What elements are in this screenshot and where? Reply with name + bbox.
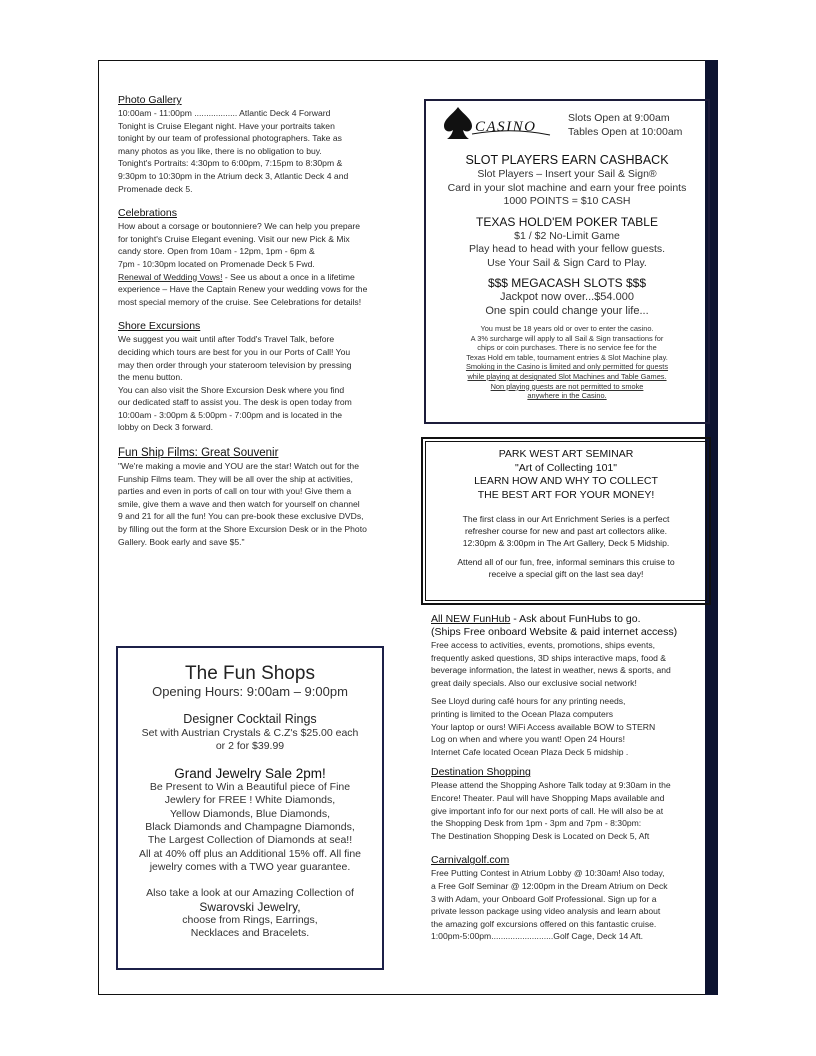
films-line: parties and even in ports of call on tour with you! Give them a (118, 486, 352, 497)
photo-gallery-section (118, 94, 384, 195)
casino-header (426, 101, 708, 147)
shore-line: our dedicated staff to assist you. The desk is open today from (118, 397, 352, 408)
funhub-line: Log on when and where you want! Open 24 Hours! (431, 734, 625, 745)
sale-line: Jewlery for FREE ! White Diamonds, (164, 794, 336, 807)
casino-box (424, 99, 710, 424)
fine-print-line: You must be 18 years old or over to enter the casino. (480, 324, 654, 333)
destination-line: Please attend the Shopping Ashore Talk today at 9:30am in the (431, 780, 671, 791)
funhub-title-rest: - Ask about FunHubs to go. (510, 613, 641, 625)
fun-ship-films-section (118, 446, 384, 548)
art-title-line: PARK WEST ART SEMINAR (498, 448, 634, 460)
shore-excursions-title: Shore Excursions (118, 320, 201, 333)
renewal-text: - See us about a once in a lifetime (222, 271, 355, 282)
fine-print-line: Texas Hold em table, tournament entries & Slot Machine play. (466, 352, 668, 362)
art-body-2 (426, 557, 706, 581)
art-seminar-inner (425, 441, 707, 601)
rings-title: Designer Cocktail Rings (183, 712, 317, 726)
funhub-title (431, 613, 709, 626)
casino-fine-print (426, 324, 708, 401)
shore-line: may then order through your stateroom television by pressing (118, 359, 352, 370)
celebrations-line: most special memory of the cruise. See Celebrations for details! (118, 296, 362, 307)
renewal-vows-link[interactable]: Renewal of Wedding Vows! (118, 271, 223, 282)
swarovski-line: choose from Rings, Earrings, (182, 913, 318, 926)
right-lower-column (431, 613, 709, 955)
fun-shops-title: The Fun Shops (185, 663, 315, 684)
swarovski-intro: Also take a look at our Amazing Collection of (146, 886, 354, 899)
sale-line: Yellow Diamonds, Blue Diamonds, (169, 807, 331, 820)
films-line: 9 and 21 for all the fun! You can pre-book these exclusive DVDs, (118, 511, 364, 522)
celebrations-section (118, 207, 384, 308)
art-body-1 (426, 514, 706, 549)
funhub-subtitle: (Ships Free onboard Website & paid internet access) (431, 626, 678, 638)
funhub-line: Your laptop or ours! WiFi Access available BOW to STERN (431, 721, 656, 732)
art-seminar-box (421, 437, 711, 605)
destination-line: The Destination Shopping Desk is Located on Deck 5, Aft (431, 830, 650, 841)
celebrations-title: Celebrations (118, 207, 177, 220)
swarovski-line: Necklaces and Bracelets. (190, 927, 310, 940)
art-title-line: LEARN HOW AND WHY TO COLLECT (474, 475, 658, 487)
shore-line: deciding which tours are best for you in our Ports of Call! You (118, 346, 351, 357)
fun-ship-films-title: Fun Ship Films: Great Souvenir (118, 447, 279, 460)
rings-line: or 2 for $39.99 (215, 740, 285, 753)
sale-line: The Largest Collection of Diamonds at sea!! (147, 834, 353, 847)
shore-excursions-section (118, 320, 384, 434)
megacash-title: $$$ MEGACASH SLOTS $$$ (487, 276, 647, 290)
art-body-line: 12:30pm & 3:00pm in The Art Gallery, Deck 5 Midship. (462, 537, 670, 548)
photo-line: many photos as you like, there is no obligation to buy. (118, 145, 322, 156)
shore-line: You can also visit the Shore Excursion Desk where you find (118, 384, 345, 395)
fine-print-line: chips or coin purchases. There is no service fee for the (477, 343, 657, 353)
art-body-line: The first class in our Art Enrichment Series is a perfect (462, 514, 670, 524)
smoking-policy-line: while playing at designated Slot Machines and Table Games. (467, 371, 667, 381)
cashback-line: Slot Players – Insert your Sail & Sign® (477, 168, 657, 180)
cashback-line: 1000 POINTS = $10 CASH (503, 195, 631, 207)
films-line: smile, give them a wave and then watch for yourself on channel (118, 498, 360, 509)
carnival-golf-title[interactable]: Carnivalgolf.com (431, 854, 510, 867)
swarovski-title: Swarovski Jewelry, (199, 899, 301, 914)
smoking-policy-line: Smoking in the Casino is limited and only permitted for guests (465, 362, 669, 372)
sale-line: All at 40% off plus an Additional 15% off. All fine (138, 847, 361, 860)
photo-line: Tonight is Cruise Elegant night. Have your portraits taken (118, 120, 335, 131)
destination-line: give important info for our next ports of call. He will also be at (431, 805, 664, 816)
celebrations-line: 7pm - 10:30pm located on Promenade Deck 5 Fwd. (118, 258, 315, 269)
art-body-line: Attend all of our fun, free, informal seminars this cruise to (457, 557, 675, 568)
funhub-line: See Lloyd during café hours for any printing needs, (431, 696, 626, 707)
art-title-line: "Art of Collecting 101" (514, 461, 617, 474)
celebrations-line: for tonight's Cruise Elegant evening. Visit our new Pick & Mix (118, 233, 350, 244)
casino-hours (568, 111, 682, 139)
celebrations-line: How about a corsage or boutonniere? We can help you prepare (118, 221, 361, 232)
films-line: Funship Films team. They will be all over the ship at activities, (118, 473, 353, 484)
art-body-line: receive a special gift on the last sea day! (488, 569, 644, 580)
smoking-policy-line: Non playing guests are not permitted to smoke (490, 381, 644, 391)
art-title-line: THE BEST ART FOR YOUR MONEY! (477, 488, 655, 501)
megacash-line: One spin could change your life... (485, 304, 649, 317)
cashback-title: SLOT PLAYERS EARN CASHBACK (465, 153, 669, 167)
funhub-line: beverage information, the latest in weather, news & sports, and (431, 665, 671, 676)
funhub-line: printing is limited to the Ocean Plaza computers (431, 708, 613, 719)
casino-spade-logo-icon (442, 105, 552, 141)
photo-line: 10:00am - 11:00pm .................. Atlantic Deck 4 Forward (118, 108, 331, 118)
photo-gallery-title: Photo Gallery (118, 94, 182, 106)
art-body-line: refresher course for new and past art collectors alike. (464, 525, 668, 536)
sale-line: Be Present to Win a Beautiful piece of Fine (149, 780, 351, 793)
golf-line: 3 with Adam, your Onboard Golf Professional. Sign up for a (431, 893, 657, 904)
megacash-line: Jackpot now over...$54.000 (500, 291, 634, 303)
destination-line: the Shopping Desk from 1pm - 3pm and 7pm - 8:30pm: (431, 818, 642, 829)
photo-line: 9:30pm to 10:30pm in the Atrium deck 3, Atlantic Deck 4 and (118, 170, 349, 181)
renewal-line (118, 271, 384, 284)
golf-line: 1:00pm-5:00pm..........................Golf Cage, Deck 14 Aft. (431, 931, 644, 942)
casino-logo-text: CASINO (475, 119, 537, 135)
fine-print-line: A 3% surcharge will apply to all Sail & Sign transactions for (470, 333, 664, 343)
poker-line: Play head to head with your fellow guests. (468, 243, 666, 255)
sale-line: Black Diamonds and Champagne Diamonds, (145, 821, 355, 834)
golf-line: a Free Golf Seminar @ 12:00pm in the Dream Atrium on Deck (431, 880, 668, 891)
films-line: Gallery. Book early and save $5." (118, 536, 245, 547)
poker-line: Use Your Sail & Sign Card to Play. (487, 256, 647, 269)
destination-shopping-title: Destination Shopping (431, 766, 531, 779)
celebrations-line: candy store. Open from 10am - 12pm, 1pm - 6pm & (118, 246, 315, 257)
golf-line: private lesson package using video analysis and learn about (431, 906, 661, 917)
shore-line: lobby on Deck 3 forward. (118, 422, 214, 433)
films-line: "We're making a movie and YOU are the star! Watch out for the (118, 461, 359, 472)
fun-shops-box (116, 646, 384, 970)
jewelry-sale-title: Grand Jewelry Sale 2pm! (174, 765, 326, 781)
tables-hours: Tables Open at 10:00am (568, 126, 683, 138)
funhub-section (431, 613, 709, 758)
funhub-line: great daily specials. Also our exclusive social network! (431, 677, 637, 688)
photo-line: tonight by our team of professional photographers. Take as (118, 133, 342, 144)
funhub-line: Free access to activities, events, promotions, ships events, (431, 640, 656, 650)
left-column (118, 94, 384, 560)
destination-line: Encore! Theater. Paul will have Shopping Maps available and (431, 792, 665, 803)
funhub-line: Internet Cafe located Ocean Plaza Deck 5 midship . (431, 746, 629, 757)
poker-title: TEXAS HOLD'EM POKER TABLE (476, 214, 658, 229)
fun-shops-hours: Opening Hours: 9:00am – 9:00pm (152, 684, 348, 699)
poker-line: $1 / $2 No-Limit Game (514, 229, 620, 242)
shore-line: We suggest you wait until after Todd's Travel Talk, before (118, 334, 335, 345)
carnival-golf-section (431, 854, 709, 943)
cashback-line: Card in your slot machine and earn your free points (447, 181, 687, 194)
destination-shopping-section (431, 766, 709, 842)
sale-line: jewelry comes with a TWO year guarantee. (149, 861, 351, 874)
films-line: by filling out the form at the Shore Excursion Desk or in the Photo (118, 524, 367, 535)
rings-line: Set with Austrian Crystals & C.Z's $25.00 each (141, 727, 359, 739)
funhub-line: frequently asked questions, 3D ships interactive maps, food & (431, 652, 667, 663)
slots-hours: Slots Open at 9:00am (568, 112, 670, 124)
shore-line: the menu button. (118, 372, 183, 383)
golf-line: Free Putting Contest in Atrium Lobby @ 10:30am! Also today, (431, 868, 665, 879)
celebrations-line: experience – Have the Captain Renew your wedding vows for the (118, 284, 368, 295)
smoking-policy-line: anywhere in the Casino. (527, 391, 607, 401)
photo-line: Promenade deck 5. (118, 183, 193, 194)
funhub-link[interactable]: All NEW FunHub (431, 613, 511, 625)
golf-line: the amazing golf excursions offered on this fantastic cruise. (431, 918, 657, 929)
photo-line: Tonight's Portraits: 4:30pm to 6:00pm, 7:15pm to 8:30pm & (118, 158, 343, 169)
shore-line: 10:00am - 3:00pm & 5:00pm - 7:00pm and is located in the (118, 409, 343, 420)
art-title-block (426, 448, 706, 502)
